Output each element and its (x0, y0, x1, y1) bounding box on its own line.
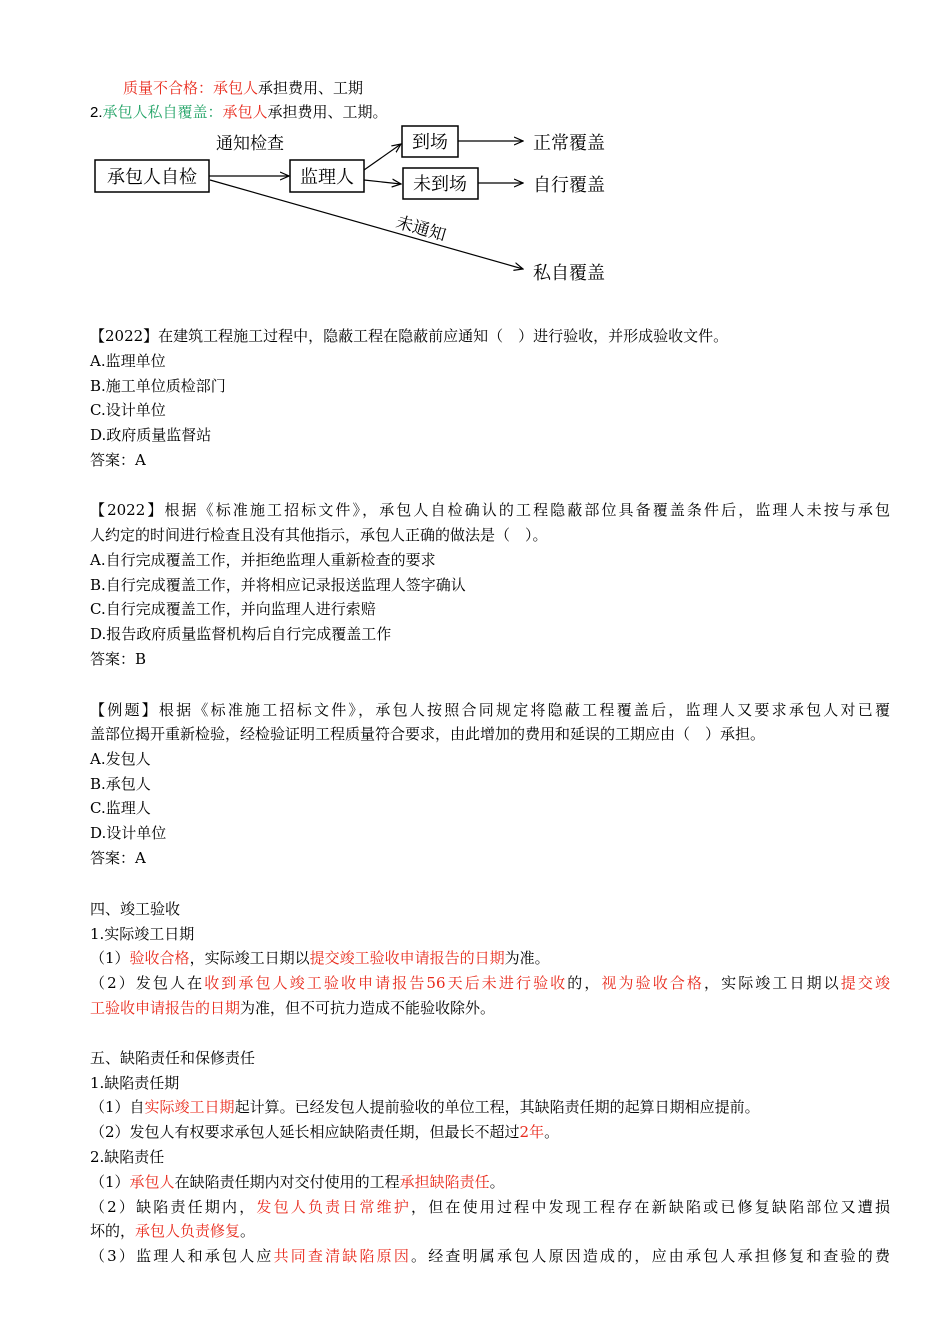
box-supervisor (290, 160, 364, 192)
text: 。经查明属承包人原因造成的，应由承包人承担修复和查验的费 (411, 1247, 890, 1265)
text: 为准，但不可抗力造成不能验收除外。 (240, 999, 496, 1017)
text: ，但在使用过程中发现工程存在新缺陷或已修复缺陷部位又遭损 (411, 1198, 890, 1216)
q1-option: C.设计单位 (90, 401, 166, 419)
label-normal-cover: 正常覆盖 (533, 133, 605, 154)
q2-option: B.自行完成覆盖工作，并将相应记录报送监理人签字确认 (90, 576, 466, 594)
label-arrive: 到场 (412, 132, 448, 153)
text: （2）发包人有权要求承包人延长相应缺陷责任期，但最长不超过 (90, 1123, 520, 1141)
text: （1）自 (90, 1098, 145, 1116)
text: 承担费用、工期。 (267, 103, 388, 121)
intro-line-1 (123, 76, 923, 101)
text: （1） (90, 1173, 130, 1191)
text: 坏的， (90, 1222, 136, 1240)
q1-option: A.监理单位 (90, 352, 166, 370)
arrow-to-arrive (364, 144, 401, 170)
q3-option: B.承包人 (90, 775, 151, 793)
label-notify: 通知检查 (216, 134, 284, 154)
text-red: 质量不合格： (123, 79, 214, 97)
label-self-check: 承包人自检 (107, 167, 197, 188)
q3-stem-2: 盖部位揭开重新检验，经检验证明工程质量符合要求，由此增加的费用和延误的工期应由（ ）承担。 (90, 725, 766, 743)
text: ，实际竣工日期以 (189, 949, 310, 967)
text-green: 承包人私自覆盖： (102, 103, 223, 121)
box-not-arrive (403, 168, 478, 199)
q2-answer: 答案：B (90, 650, 147, 668)
section-5-para-4-cont (90, 1219, 890, 1244)
label-not-notify: 未通知 (393, 212, 449, 246)
q2-option: A.自行完成覆盖工作，并拒绝监理人重新检查的要求 (90, 551, 436, 569)
text-red: 收到承包人竣工验收申请报告56天后未进行验收 (204, 974, 568, 992)
text: 的， (567, 974, 602, 992)
section-4-para-2 (90, 971, 890, 996)
box-arrive (402, 126, 458, 157)
q3-option: A.发包人 (90, 750, 151, 768)
q2-stem-1: 【2022】根据《标准施工招标文件》，承包人自检确认的工程隐蔽部位具备覆盖条件后，监理人未按与承包 (90, 501, 890, 519)
label-private-cover: 私自覆盖 (533, 263, 605, 284)
section-5-para-1 (90, 1095, 890, 1120)
text: 在缺陷责任期内对交付使用的工程 (174, 1173, 400, 1191)
section-5-para-5 (90, 1244, 890, 1269)
text: 为准。 (504, 949, 550, 967)
label-not-arrive: 未到场 (413, 174, 467, 195)
q1-answer: 答案：A (90, 451, 146, 469)
q1-option: B.施工单位质检部门 (90, 377, 226, 395)
text: 2. (90, 104, 103, 121)
text-red: 验收合格 (129, 949, 190, 967)
text: （3）监理人和承包人应 (90, 1247, 274, 1265)
q2-option: D.报告政府质量监督机构后自行完成覆盖工作 (90, 625, 392, 643)
text-red: 2年 (519, 1123, 545, 1141)
q1-stem: 【2022】在建筑工程施工过程中，隐蔽工程在隐蔽前应通知（ ）进行验收，并形成验收文件。 (90, 327, 729, 345)
section-5-subtitle-2: 2.缺陷责任 (90, 1148, 165, 1166)
text-red: 提交竣 (840, 974, 890, 992)
q1-option: D.政府质量监督站 (90, 426, 212, 444)
text: 。 (544, 1123, 560, 1141)
text: 。 (240, 1222, 256, 1240)
section-4-title: 四、竣工验收 (90, 900, 181, 918)
text-red: 承包人 (222, 103, 268, 121)
text: ，实际竣工日期以 (704, 974, 841, 992)
q3-option: D.设计单位 (90, 824, 167, 842)
text-red: 承包人 (129, 1173, 175, 1191)
text-red: 共同查清缺陷原因 (273, 1247, 412, 1265)
q3-stem-1: 【例题】根据《标准施工招标文件》，承包人按照合同规定将隐蔽工程覆盖后，监理人又要求承包人对已覆 (90, 701, 890, 719)
section-5-title: 五、缺陷责任和保修责任 (90, 1049, 256, 1067)
box-self-check (95, 160, 209, 192)
text: 承担费用、工期 (258, 79, 364, 97)
arrow-to-not-arrive (364, 180, 401, 184)
text-red: 承包人负责修复 (135, 1222, 241, 1240)
section-5-para-3 (90, 1170, 890, 1195)
text-red: 承担缺陷责任 (399, 1173, 490, 1191)
section-5-para-2 (90, 1120, 890, 1145)
flow-diagram (0, 120, 650, 290)
q3-answer: 答案：A (90, 849, 146, 867)
section-4-subtitle: 1.实际竣工日期 (90, 925, 195, 943)
section-5-subtitle-1: 1.缺陷责任期 (90, 1074, 180, 1092)
section-4-para-1 (90, 946, 890, 971)
text: 。 (489, 1173, 505, 1191)
section-4-para-2-cont (90, 996, 890, 1021)
q3-option: C.监理人 (90, 799, 151, 817)
label-self-cover: 自行覆盖 (533, 175, 605, 196)
text-red: 工验收申请报告的日期 (90, 999, 241, 1017)
q2-stem-2: 人约定的时间进行检查且没有其他指示，承包人正确的做法是（ ）。 (90, 526, 548, 544)
text: （1） (90, 949, 130, 967)
text-red: 提交竣工验收申请报告的日期 (309, 949, 505, 967)
q2-option: C.自行完成覆盖工作，并向监理人进行索赔 (90, 600, 376, 618)
text: （2）发包人在 (90, 974, 205, 992)
text: 起计算。已经发包人提前验收的单位工程，其缺陷责任期的起算日期相应提前。 (234, 1098, 760, 1116)
text: （2）缺陷责任期内， (90, 1198, 257, 1216)
text-red: 发包人负责日常维护 (256, 1198, 412, 1216)
section-5-para-4 (90, 1195, 890, 1220)
text-red: 实际竣工日期 (144, 1098, 235, 1116)
text-red: 承包人 (213, 79, 259, 97)
label-supervisor: 监理人 (300, 167, 354, 188)
text-red: 视为验收合格 (601, 974, 705, 992)
